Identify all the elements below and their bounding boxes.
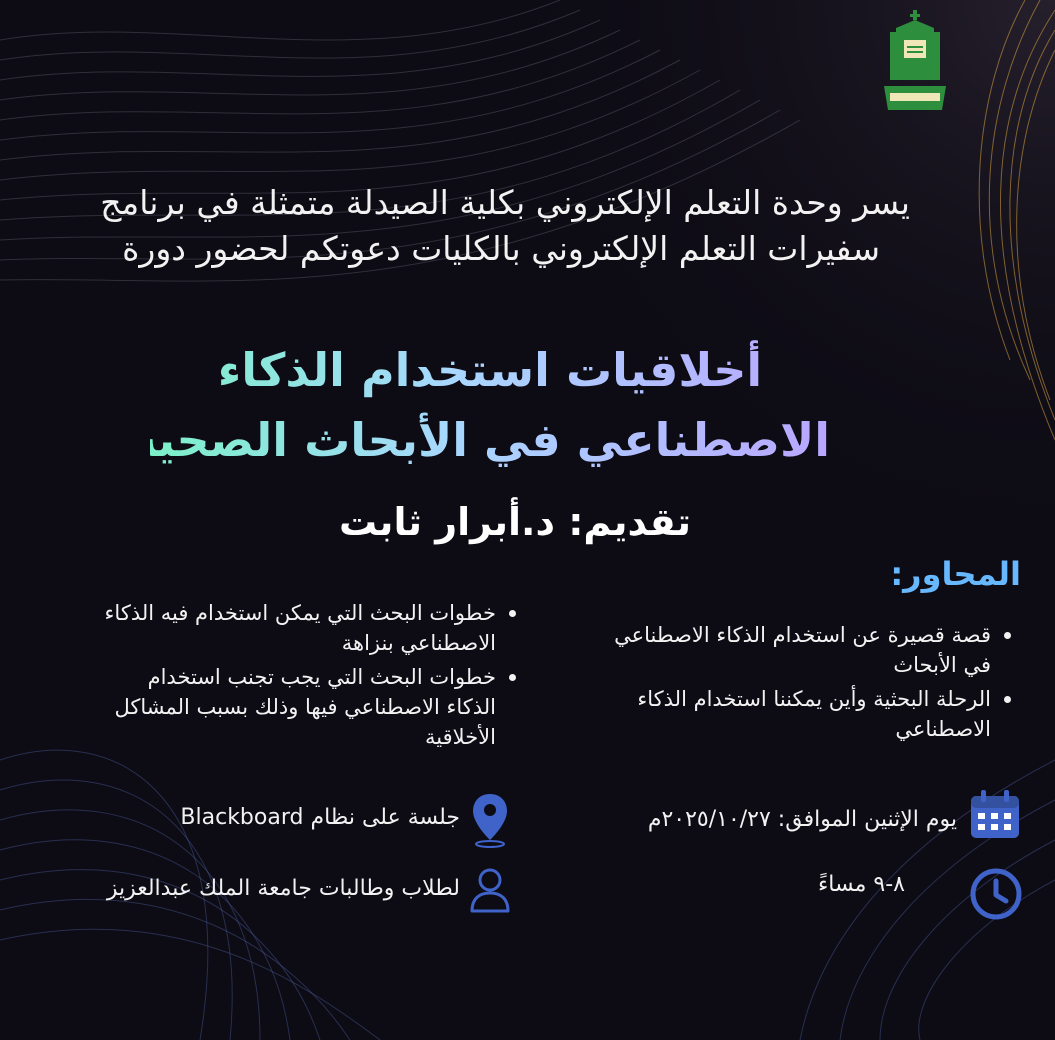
axes-heading: المحاور: bbox=[890, 555, 1021, 593]
course-title bbox=[129, 335, 830, 475]
intro-text bbox=[90, 180, 910, 272]
intro-line-1: يسر وحدة التعلم الإلكتروني بكلية الصيدلة متمثلة في برنامج bbox=[100, 183, 910, 222]
event-audience: لطلاب وطالبات جامعة الملك عبدالعزيز bbox=[106, 876, 460, 901]
location-pin-icon bbox=[470, 792, 510, 848]
list-item: الرحلة البحثية وأين يمكننا استخدام الذكاء الاصطناعي bbox=[585, 684, 1015, 744]
clock-icon bbox=[968, 866, 1024, 922]
calendar-icon bbox=[968, 788, 1022, 842]
intro-line-2: سفيرات التعلم الإلكتروني بالكليات دعوتكم لحضور دورة bbox=[122, 229, 880, 268]
axes-list-right bbox=[585, 620, 1015, 748]
list-item: قصة قصيرة عن استخدام الذكاء الاصطناعي في الأبحاث bbox=[585, 620, 1015, 680]
course-title-line-1: أخلاقيات استخدام الذكاء bbox=[217, 343, 763, 397]
presenter: تقديم: د.أبرار ثابت bbox=[338, 500, 692, 544]
axes-list-left bbox=[100, 598, 520, 756]
person-icon bbox=[468, 866, 512, 914]
course-title-line-2: الاصطناعي في الأبحاث الصحية bbox=[129, 413, 830, 467]
event-date: يوم الإثنين الموافق: ٢٠٢٥/١٠/٢٧م bbox=[647, 807, 957, 832]
list-item: خطوات البحث التي يجب تجنب استخدام الذكاء الاصطناعي فيها وذلك بسبب المشاكل الأخلاقية bbox=[100, 662, 520, 752]
event-time: ٨-٩ مساءً bbox=[817, 872, 905, 897]
list-item: خطوات البحث التي يمكن استخدام فيه الذكاء الاصطناعي بنزاهة bbox=[100, 598, 520, 658]
event-location: جلسة على نظام Blackboard bbox=[180, 805, 460, 830]
university-logo bbox=[882, 10, 948, 116]
